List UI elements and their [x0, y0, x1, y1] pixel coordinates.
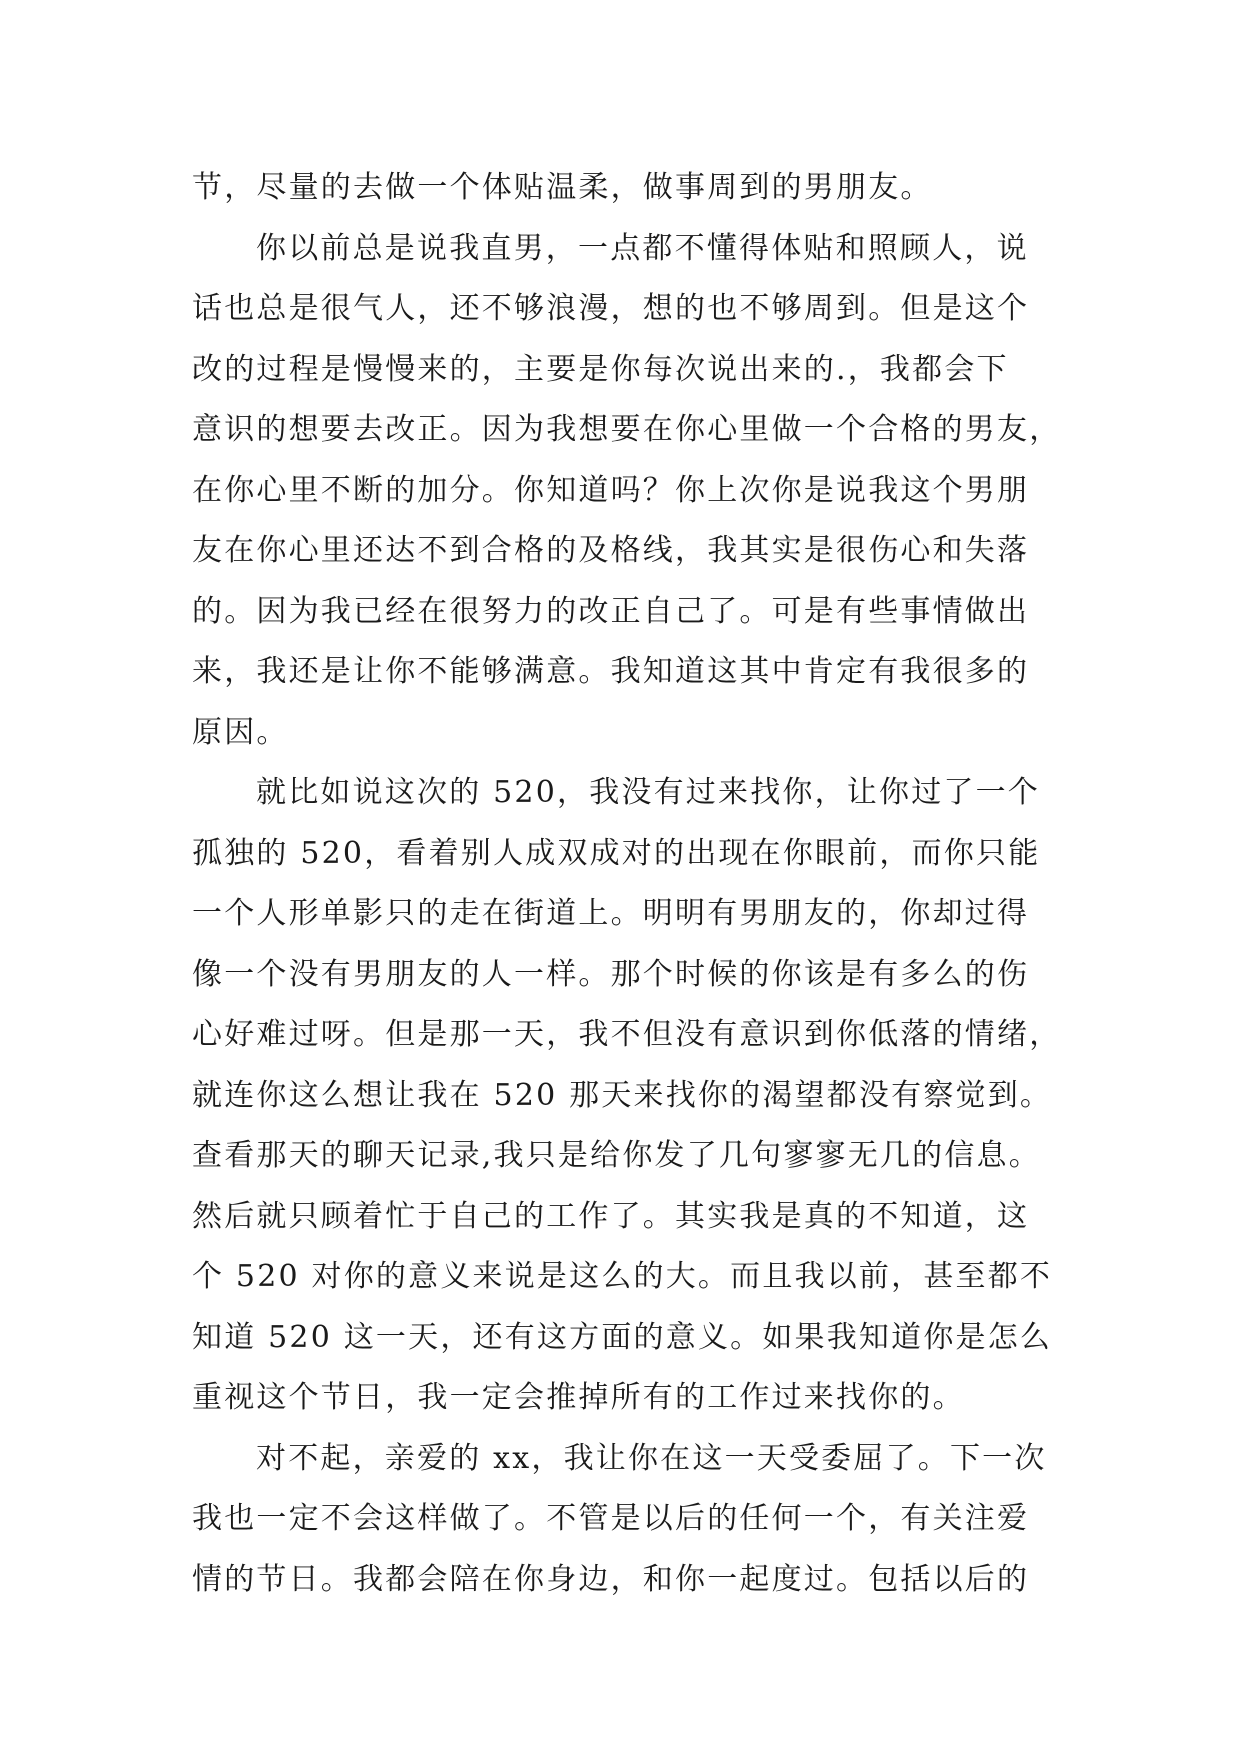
text-line: 在你心里不断的加分。你知道吗？你上次你是说我这个男朋: [192, 472, 1030, 508]
text-line: 查看那天的聊天记录,我只是给你发了几句寥寥无几的信息。: [192, 1138, 1041, 1173]
text-line: 来，我还是让你不能够满意。我知道这其中肯定有我很多的: [192, 654, 1030, 689]
text-line: 情的节日。我都会陪在你身边，和你一起度过。包括以后的: [192, 1561, 1030, 1597]
text-line: 原因。: [192, 714, 289, 750]
text-line: 就比如说这次的 520，我没有过来找你，让你过了一个: [256, 775, 1040, 810]
text-line: 像一个没有男朋友的人一样。那个时候的你该是有多么的伤: [192, 956, 1030, 992]
text-line: 心好难过呀。但是那一天，我不但没有意识到你低落的情绪，: [192, 1017, 1062, 1052]
text-line: 一个人形单影只的走在街道上。明明有男朋友的，你却过得: [192, 896, 1030, 931]
document-body: [192, 158, 1072, 1610]
text-line: 我也一定不会这样做了。不管是以后的任何一个，有关注爱: [192, 1501, 1030, 1536]
text-line: 然后就只顾着忙于自己的工作了。其实我是真的不知道，这: [192, 1198, 1030, 1234]
text-line: 对不起，亲爱的 xx，我让你在这一天受委屈了。下一次: [256, 1440, 1047, 1476]
text-line: 你以前总是说我直男，一点都不懂得体贴和照顾人，说: [256, 230, 1029, 266]
text-line: 节，尽量的去做一个体贴温柔，做事周到的男朋友。: [192, 170, 933, 205]
text-line: 知道 520 这一天，还有这方面的意义。如果我知道你是怎么: [192, 1319, 1053, 1355]
text-line: 改的过程是慢慢来的，主要是你每次说出来的.，我都会下: [192, 351, 1009, 387]
text-line: 友在你心里还达不到合格的及格线，我其实是很伤心和失落: [192, 533, 1030, 568]
text-line: 意识的想要去改正。因为我想要在你心里做一个合格的男友，: [192, 412, 1062, 447]
text-line: 就连你这么想让我在 520 那天来找你的渴望都没有察觉到。: [192, 1077, 1053, 1113]
text-line: 个 520 对你的意义来说是这么的大。而且我以前，甚至都不: [192, 1259, 1053, 1294]
text-line: 的。因为我已经在很努力的改正自己了。可是有些事情做出: [192, 593, 1030, 629]
text-line: 孤独的 520，看着别人成双成对的出现在你眼前，而你只能: [192, 835, 1041, 871]
text-line: 话也总是很气人，还不够浪漫，想的也不够周到。但是这个: [192, 291, 1030, 326]
text-line: 重视这个节日，我一定会推掉所有的工作过来找你的。: [192, 1380, 965, 1415]
